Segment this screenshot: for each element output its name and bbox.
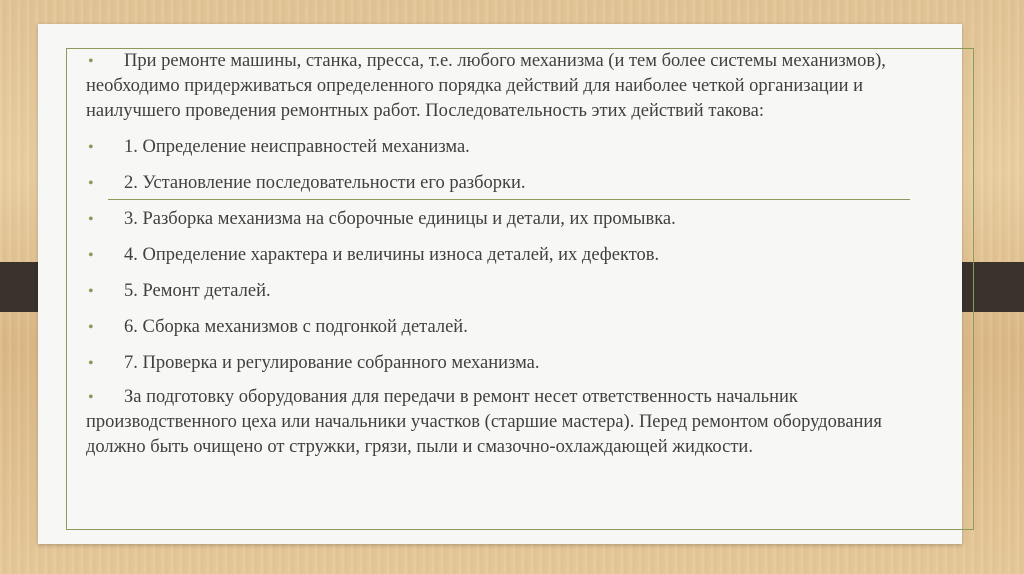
list-item <box>86 171 946 197</box>
intro-paragraph <box>86 49 946 124</box>
step-text: 1. Определение неисправностей механизма. <box>124 137 470 157</box>
bullet-icon: • <box>88 139 94 156</box>
step-text: 7. Проверка и регулирование собранного механизма. <box>124 353 540 373</box>
left-side-bar <box>0 262 38 312</box>
list-item <box>86 135 946 161</box>
step-text: 2. Установление последовательности его разборки. <box>124 173 526 193</box>
bullet-icon: • <box>88 355 94 372</box>
bullet-icon: • <box>88 319 94 336</box>
step-text: 4. Определение характера и величины износа деталей, их дефектов. <box>124 245 660 265</box>
bullet-icon: • <box>88 53 94 70</box>
bullet-icon: • <box>88 211 94 228</box>
list-item <box>86 351 946 377</box>
step-text: 3. Разборка механизма на сборочные единицы и детали, их промывка. <box>124 209 676 229</box>
step-text: 5. Ремонт деталей. <box>124 281 271 301</box>
list-item <box>86 243 946 269</box>
outro-paragraph <box>86 385 946 460</box>
intro-text: При ремонте машины, станка, пресса, т.е. любого механизма (и тем более системы механизмов), необходимо придерживаться определенного порядка действий для наиболее четкой организации и наилучшего проведения ремонтных работ. Последовательность этих действий такова: <box>86 51 886 121</box>
list-item <box>86 315 946 341</box>
bullet-icon: • <box>88 389 94 406</box>
list-item <box>86 279 946 305</box>
slide-content <box>86 49 946 471</box>
outro-text: За подготовку оборудования для передачи в ремонт несет ответственность начальник производственного цеха или начальники участков (старшие мастера). Перед ремонтом оборудования должно быть очищено от стружки, грязи, пыли и смазочно-охлаждающей жидкости. <box>86 387 882 457</box>
list-item <box>86 207 946 233</box>
bullet-icon: • <box>88 283 94 300</box>
bullet-icon: • <box>88 175 94 192</box>
bullet-icon: • <box>88 247 94 264</box>
step-text: 6. Сборка механизмов с подгонкой деталей. <box>124 317 468 337</box>
